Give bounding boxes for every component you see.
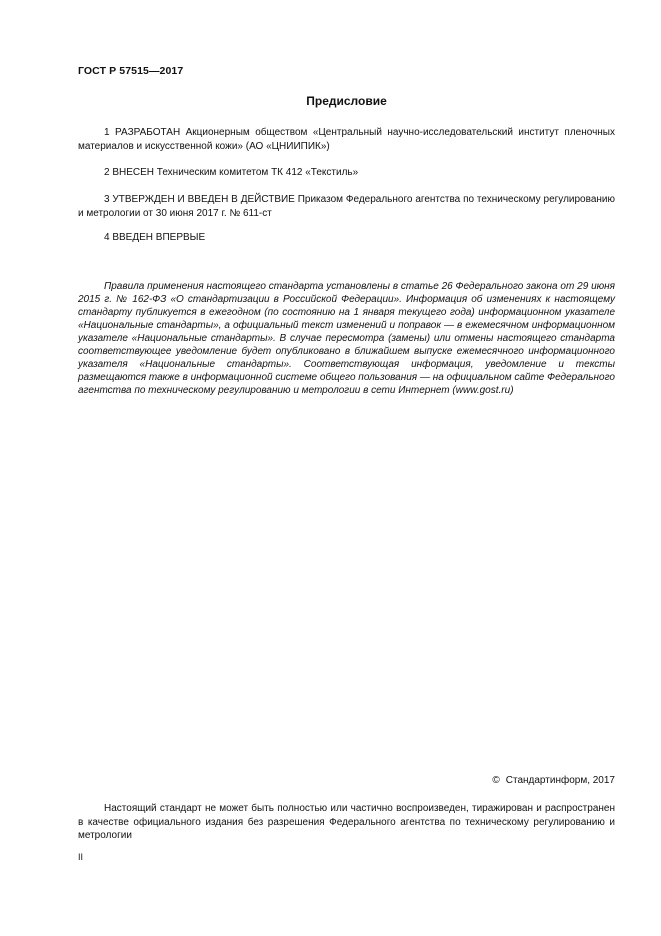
application-rules-notice: Правила применения настоящего стандарта установлены в статье 26 Федерального закона от 29 июня 2015 г. № 162-ФЗ «О стандартизации в Российской Федерации». Информация об изменениях к настоящему стандарту публикуется в ежегодном (по состоянию на 1 января текущего года) информационном указателе «Национальные стандарты», а официальный текст изменений и поправок — в ежемесячном информационном указателе «Национальные стандарты». В случае пересмотра (замены) или отмены настоящего стандарта соответствующее уведомление будет опубликовано в ближайшем выпуске ежемесячного информационного указателя «Национальные стандарты». Соответствующая информация, уведомление и тексты размещаются также в информационной системе общего пользования — на официальном сайте Федерального агентства по техническому регулированию и метрологии в сети Интернет (www.gost.ru): [78, 281, 615, 396]
paragraph-approved: 3 УТВЕРЖДЕН И ВВЕДЕН В ДЕЙСТВИЕ Приказом Федерального агентства по техническому регулированию и метрологии от 30 июня 2017 г. № 611-ст: [78, 194, 615, 219]
paragraph-introduced-first: 4 ВВЕДЕН ВПЕРВЫЕ: [104, 232, 206, 243]
copyright-line: [492, 775, 615, 786]
copyright-text: Стандартинформ, 2017: [505, 775, 615, 786]
paragraph-introduced-by: 2 ВНЕСЕН Техническим комитетом ТК 412 «Текстиль»: [104, 167, 359, 178]
reproduction-notice: Настоящий стандарт не может быть полностью или частично воспроизведен, тиражирован и распространен в качестве официального издания без разрешения Федерального агентства по техническому регулированию и метрологии: [78, 803, 615, 841]
standard-code: ГОСТ Р 57515—2017: [78, 65, 184, 77]
copyright-symbol: ©: [492, 775, 500, 786]
paragraph-developed-by: 1 РАЗРАБОТАН Акционерным обществом «Центральный научно-исследовательский институт пленочных материалов и искусственной кожи» (АО «ЦНИИПИК»): [78, 127, 615, 152]
page-number: II: [78, 852, 84, 862]
page-title: Предисловие: [306, 94, 387, 108]
